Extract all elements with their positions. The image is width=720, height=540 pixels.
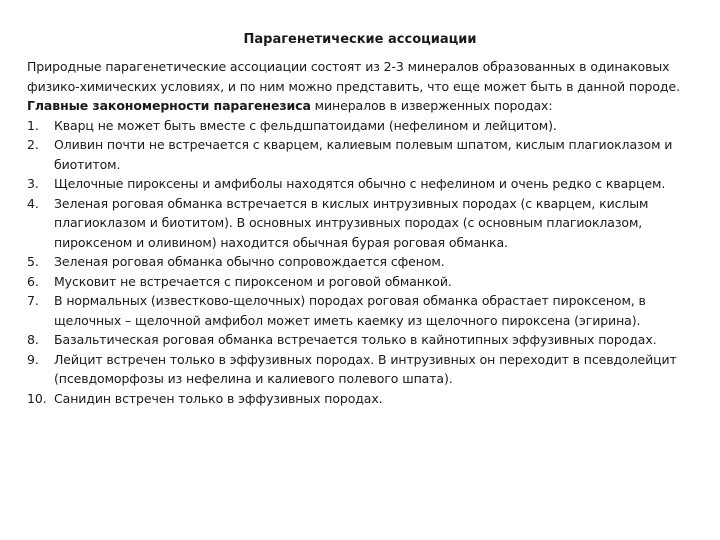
list-item-number: 9. [27,351,39,367]
list-item [27,389,691,409]
list-item-number: 2. [27,137,39,152]
list-item-number: 8. [27,332,39,347]
list-item [27,174,691,194]
list-item-text: Лейцит встречен только в эффузивных породах. В интрузивных он переходит в псевдолейцит (псевдоморфозы из нефелина и калиевого полевого шпата). [54,351,677,386]
list-item-text: Кварц не может быть вместе с фельдшпатоидами (нефелином и лейцитом). [54,117,557,133]
list-item-number: 7. [27,293,39,308]
list-item-number: 5. [27,254,39,269]
list-item [27,272,691,292]
list-item [27,350,691,389]
list-item-number: 3. [27,176,39,191]
list-item [27,194,691,253]
list-item-text: Щелочные пироксены и амфиболы находятся обычно с нефелином и очень редко с кварцем. [54,176,666,191]
list-item-number: 6. [27,273,39,289]
list-item-text: Базальтическая роговая обманка встречается только в кайнотипных эффузивных породах. [54,332,657,347]
list-item [27,116,691,136]
list-item-text: Мусковит не встречается с пироксеном и роговой обманкой. [54,273,452,289]
section-heading-rest: минералов в изверженных породах: [310,98,553,113]
list-item [27,135,691,174]
list-item [27,291,691,330]
rules-list [27,116,691,409]
list-item-number: 1. [27,117,39,133]
list-item-number: 4. [27,195,39,211]
section-heading [27,96,691,116]
list-item-text: Оливин почти не встречается с кварцем, калиевым полевым шпатом, кислым плагиоклазом и биотитом. [54,137,673,172]
list-item-text: Санидин встречен только в эффузивных породах. [54,390,383,406]
section-heading-bold: Главные закономерности парагенезиса [27,98,311,113]
list-item-number: 10. [27,390,47,406]
intro-paragraph: Природные парагенетические ассоциации состоят из 2-3 минералов образованных в одинаковых физико-химических условиях, и по ним можно представить, что еще может быть в данной породе. [27,59,680,94]
list-item-text: Зеленая роговая обманка обычно сопровождается сфеном. [54,254,445,269]
list-item [27,252,691,272]
slide-body [27,57,691,408]
page-title: Парагенетические ассоциации [243,32,477,47]
slide [27,0,693,540]
list-item-text: Зеленая роговая обманка встречается в кислых интрузивных породах (с кварцем, кислым плагиоклазом и биотитом). В основных интрузивных породах (с основным плагиоклазом, пироксеном и оливином) находится обычная бурая роговая обманка. [54,195,649,250]
list-item-text: В нормальных (известково-щелочных) породах роговая обманка обрастает пироксеном, в щелочных – щелочной амфибол может иметь каемку из щелочного пироксена (эгирина). [54,293,646,328]
list-item [27,330,691,350]
